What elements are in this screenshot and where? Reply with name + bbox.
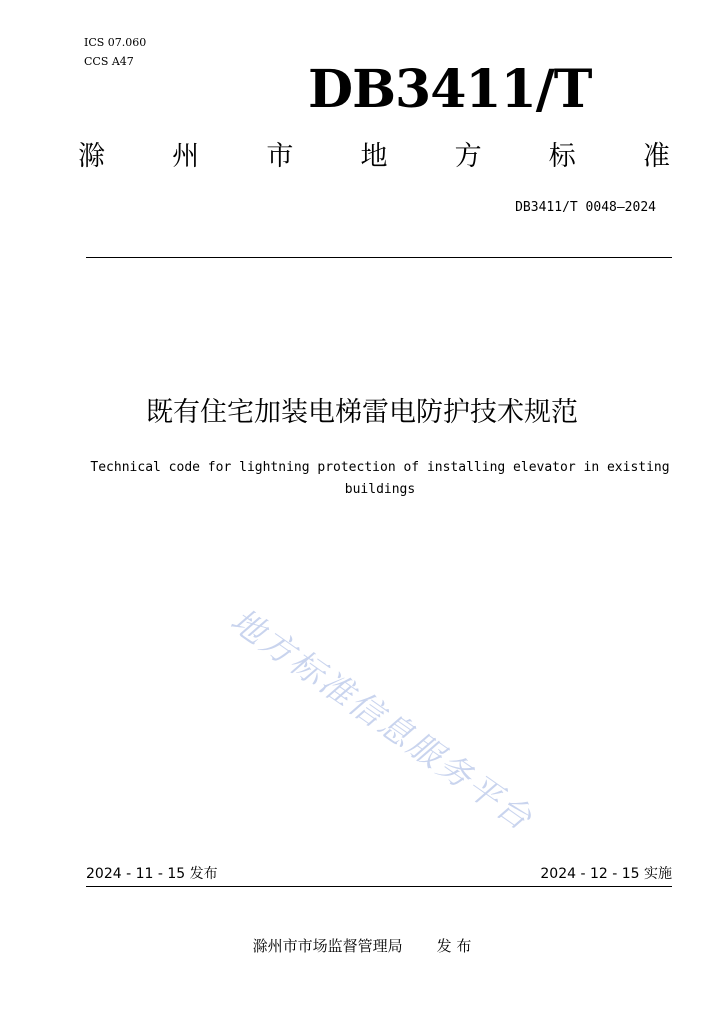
publisher-line [0,935,724,957]
issue-date: 2024 - 11 - 15 发布 [86,866,218,882]
publisher-name: 滁州市市场监督管理局 [252,937,403,955]
watermark: 地方标准信息服务平台 [223,600,541,839]
authority-char: 地 [360,141,388,172]
authority-char: 市 [266,141,294,172]
top-divider [86,257,672,258]
authority-char: 方 [454,141,482,172]
publish-word: 发 布 [436,937,472,955]
authority-char: 标 [548,141,576,172]
ics-code: ICS 07.060 [84,36,147,49]
authority-char: 准 [642,141,670,172]
title-english: Technical code for lightning protection of installing elevator in existing buildings [90,460,670,497]
standard-code-logo: DB3411/T [308,59,592,120]
authority-char: 滁 [78,141,105,172]
implementation-date: 2024 - 12 - 15 实施 [540,866,672,882]
bottom-divider [86,886,672,887]
authority-char: 州 [172,141,200,172]
title-chinese: 既有住宅加装电梯雷电防护技术规范 [146,397,578,428]
ccs-code: CCS A47 [84,55,134,68]
issuing-authority-title [78,140,670,174]
standard-number: DB3411/T 0048—2024 [515,200,656,215]
